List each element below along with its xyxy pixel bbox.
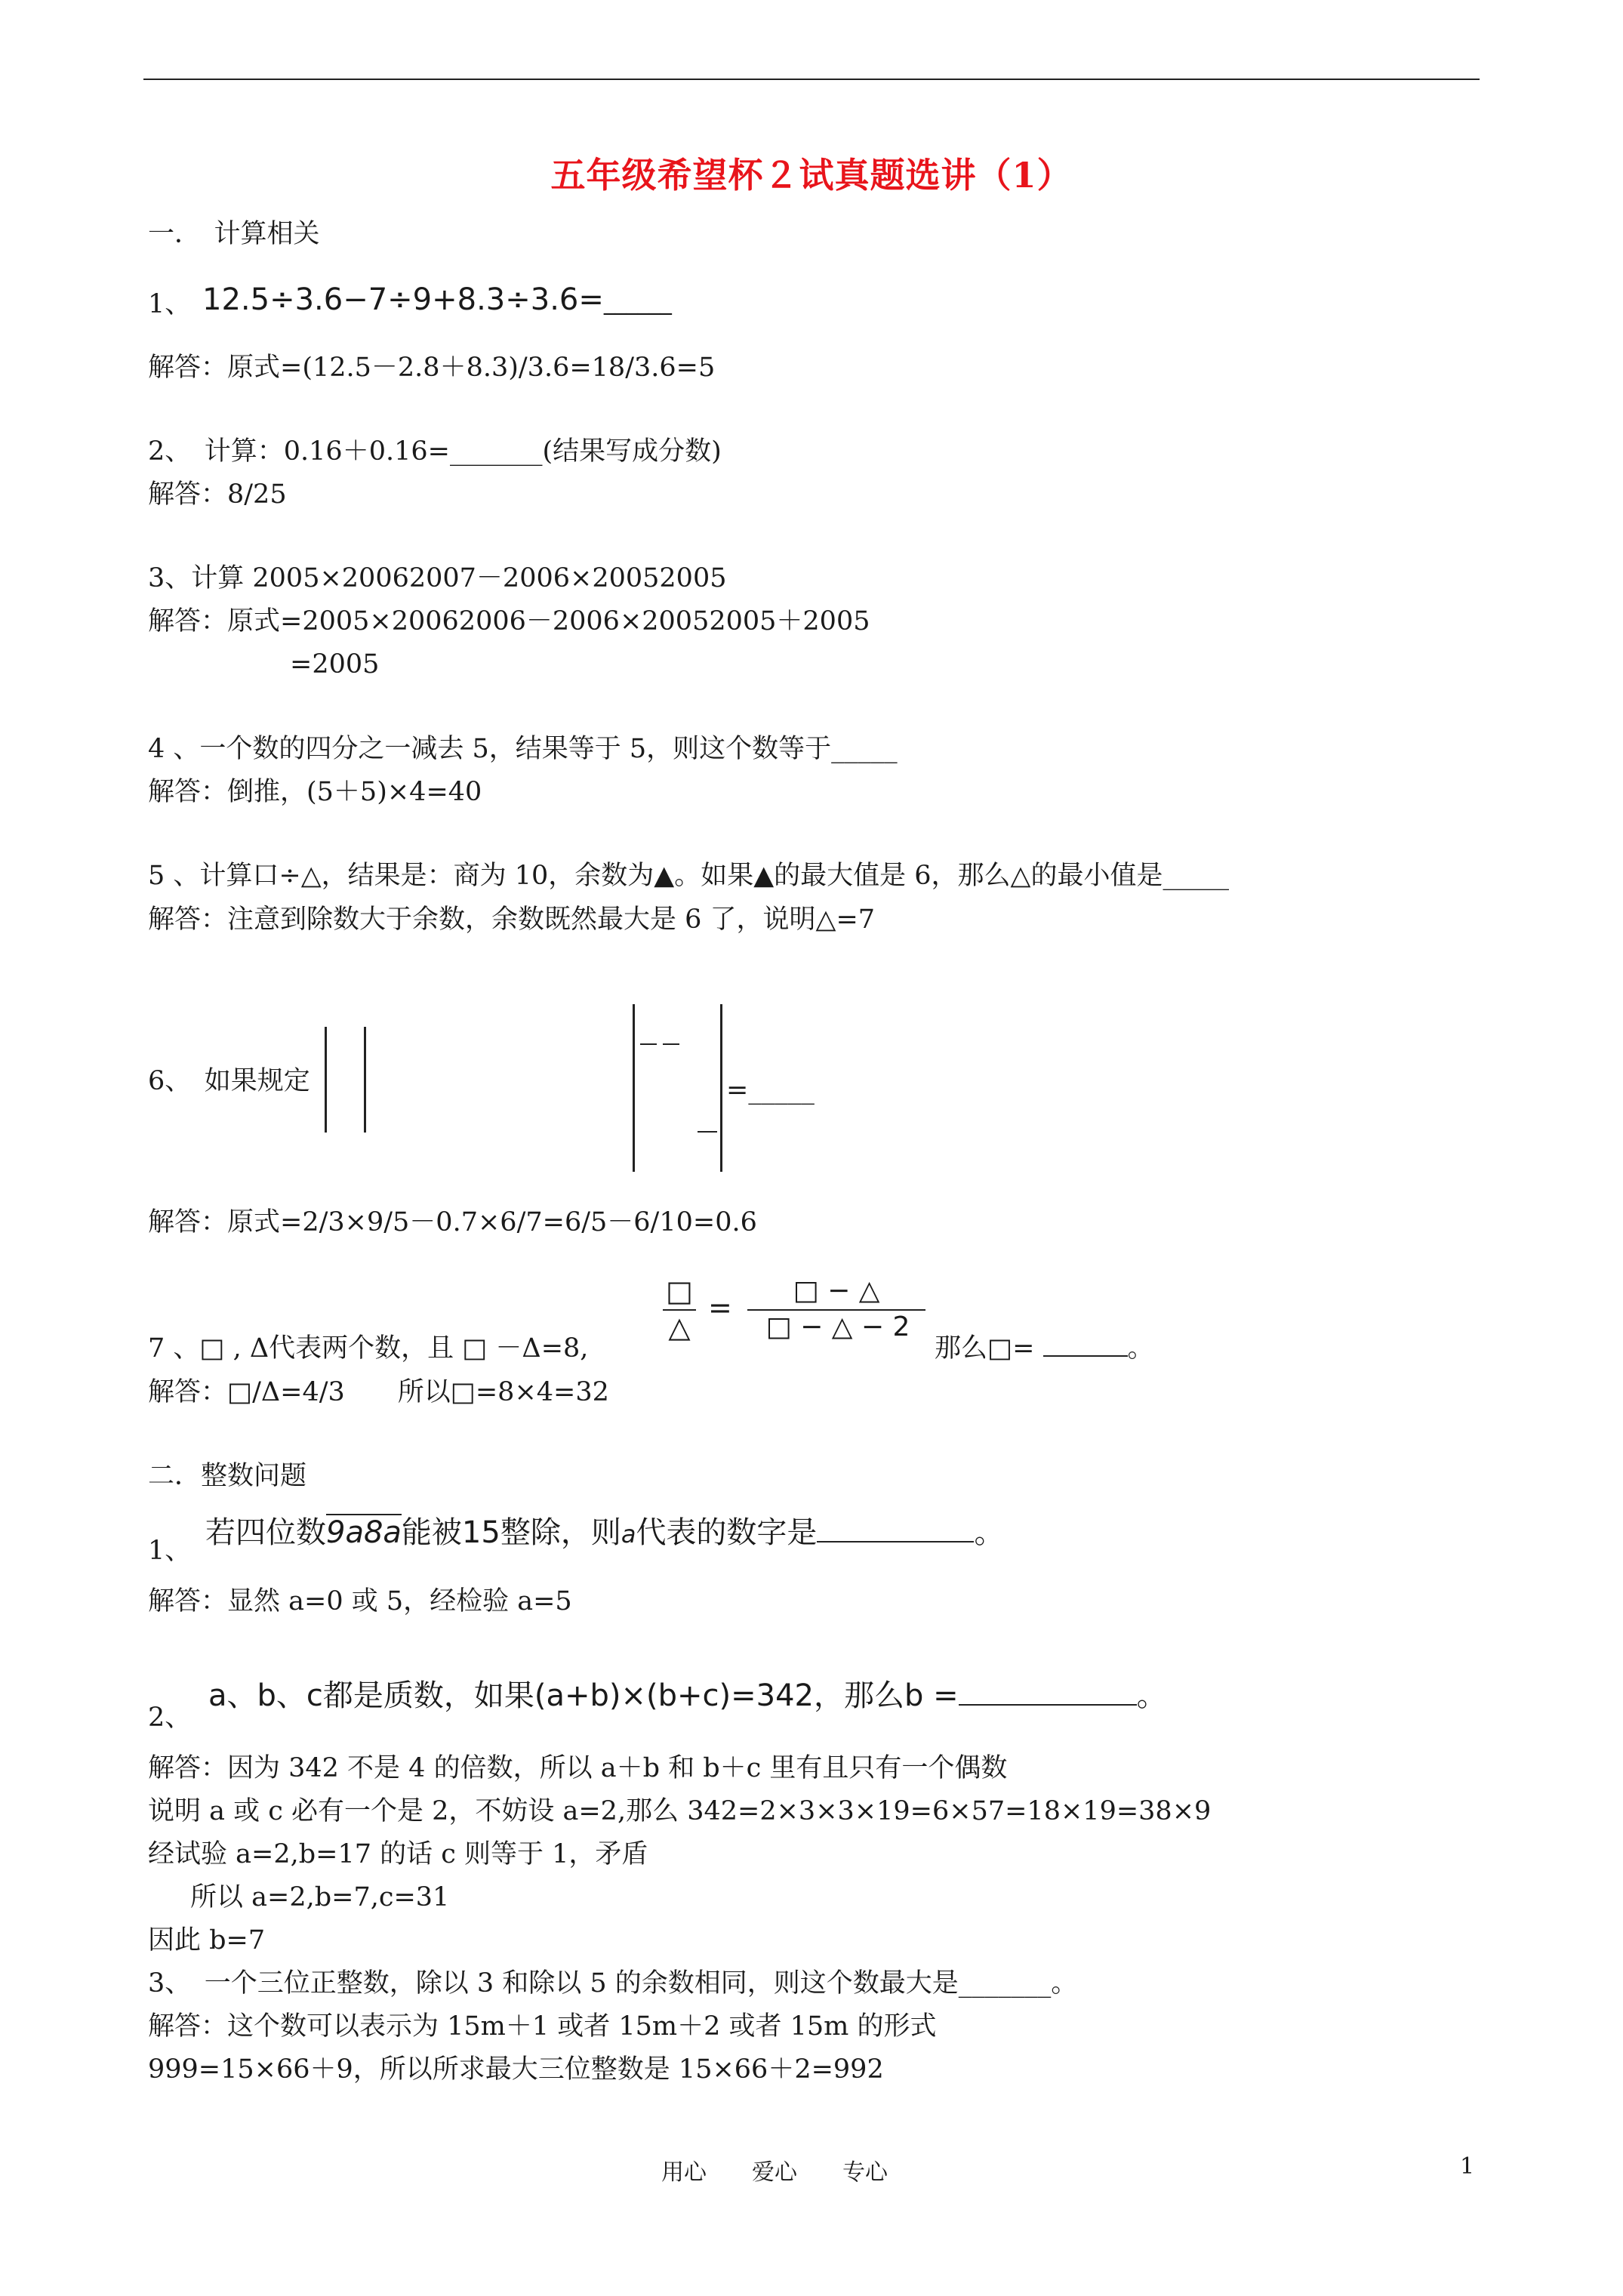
question-4-answer: 解答：倒推，(5＋5)×4=40 [148, 777, 482, 807]
integer-question-2-end: 。 [1136, 1678, 1167, 1713]
question-5: 5 、计算口÷△，结果是：商为 10，余数为▲。如果▲的最大值是 6，那么△的最小值是_____ [148, 861, 1229, 891]
question-1-blank: ______ [603, 289, 672, 316]
footer-motto: 用心 爱心 专心 [661, 2159, 888, 2186]
section-heading-2: 二．整数问题 [148, 1461, 307, 1491]
question-4: 4 、一个数的四分之一减去 5，结果等于 5，则这个数等于_____ [148, 734, 898, 764]
integer-question-1-text-a: 若四位数 [205, 1515, 326, 1550]
integer-question-2-answer-line-1: 解答：因为 342 不是 4 的倍数，所以 a＋b 和 b＋c 里有且只有一个偶数 [148, 1753, 1008, 1783]
integer-question-1-end: 。 [974, 1515, 1005, 1550]
question-7-lhs-numerator: □ [666, 1274, 693, 1308]
matrix-dash-1 [640, 1043, 657, 1045]
question-2: 2、 计算：0.16＋0.16=_______(结果写成分数) [148, 436, 722, 467]
integer-question-2-text: a、b、c都是质数，如果(a+b)×(b+c)=342，那么b = [208, 1678, 959, 1713]
integer-question-2-answer-line-2: 说明 a 或 c 必有一个是 2，不妨设 a=2,那么 342=2×3×3×19=6×57=18×19=38×9 [148, 1796, 1212, 1826]
question-7-rhs-denominator: □ − △ − 2 [765, 1311, 910, 1342]
question-1-formula: 12.5÷3.6−7÷9+8.3÷3.6= [202, 282, 604, 317]
integer-question-3: 3、 一个三位正整数，除以 3 和除以 5 的余数相同，则这个数最大是_______。 [148, 1968, 1078, 1999]
question-3-answer-line-2: =2005 [290, 649, 380, 680]
integer-question-2-number: 2、 [148, 1703, 192, 1733]
integer-question-1 [205, 1516, 1004, 1551]
page-title: 五年级希望杯２试真题选讲（1） [550, 155, 1073, 196]
question-7-rhs-numerator: □ − △ [793, 1275, 880, 1306]
question-2-answer: 解答：8/25 [148, 479, 287, 510]
integer-question-3-answer-line-1: 解答：这个数可以表示为 15m＋1 或者 15m＋2 或者 15m 的形式 [148, 2011, 937, 2042]
determinant-bar-right [364, 1027, 366, 1133]
integer-question-2-answer-line-3: 经试验 a=2,b=17 的话 c 则等于 1，矛盾 [148, 1839, 648, 1869]
integer-question-1-text-c: 代表的数字是 [636, 1515, 818, 1550]
matrix-dash-3 [698, 1131, 717, 1133]
question-5-answer: 解答：注意到除数大于余数，余数既然最大是 6 了，说明△=7 [148, 905, 876, 935]
integer-question-2-answer-line-5: 因此 b=7 [148, 1925, 266, 1955]
question-3: 3、计算 2005×20062007－2006×20052005 [148, 563, 727, 593]
integer-question-1-number: 1、 [148, 1536, 192, 1566]
integer-question-3-answer-line-2: 999=15×66＋9，所以所求最大三位整数是 15×66＋2=992 [148, 2054, 884, 2085]
integer-question-1-overlined-number: 9a8a [326, 1515, 402, 1550]
question-3-answer-line-1: 解答：原式=2005×20062006－2006×20052005＋2005 [148, 606, 870, 636]
question-6-label: 6、 如果规定 [148, 1066, 310, 1096]
integer-question-1-text-b: 能被15整除，则 [401, 1515, 621, 1550]
question-1-expression [202, 283, 672, 319]
header-rule [143, 79, 1480, 80]
integer-question-2-answer-line-4: 所以 a=2,b=7,c=31 [190, 1882, 450, 1912]
integer-question-1-answer: 解答：显然 a=0 或 5，经检验 a=5 [148, 1586, 572, 1616]
question-1-number: 1、 [148, 289, 192, 319]
question-7-tail-text: 那么□= [935, 1333, 1035, 1364]
question-7-lhs-denominator: △ [668, 1311, 691, 1344]
matrix-bar-right [720, 1004, 722, 1172]
section-heading-1: 一． 计算相关 [148, 219, 320, 249]
question-7-end: 。 [1127, 1333, 1154, 1364]
matrix-bar-left [633, 1004, 635, 1172]
question-6-answer: 解答：原式=2/3×9/5－0.7×6/7=6/5－6/10=0.6 [148, 1207, 757, 1237]
question-7-equals: = [708, 1291, 732, 1324]
question-7-rhs-fraction-bar [747, 1309, 925, 1311]
question-7-answer: 解答：□/Δ=4/3 所以□=8×4=32 [148, 1377, 609, 1407]
question-6-tail: =_____ [726, 1075, 815, 1105]
integer-question-1-blank [817, 1541, 974, 1542]
question-7-blank [1043, 1355, 1128, 1357]
question-7-tail [935, 1332, 1154, 1365]
matrix-dash-2 [663, 1043, 679, 1045]
integer-question-2 [208, 1679, 1167, 1712]
question-1-answer: 解答：原式=(12.5－2.8＋8.3)/3.6=18/3.6=5 [148, 353, 716, 383]
integer-question-2-blank [959, 1704, 1137, 1706]
question-7-text: 7 、□ , Δ代表两个数，且 □ －Δ=8, [148, 1333, 589, 1364]
determinant-bar-left [325, 1027, 327, 1133]
page-number: 1 [1460, 2153, 1475, 2180]
integer-question-1-variable: a [621, 1520, 636, 1549]
